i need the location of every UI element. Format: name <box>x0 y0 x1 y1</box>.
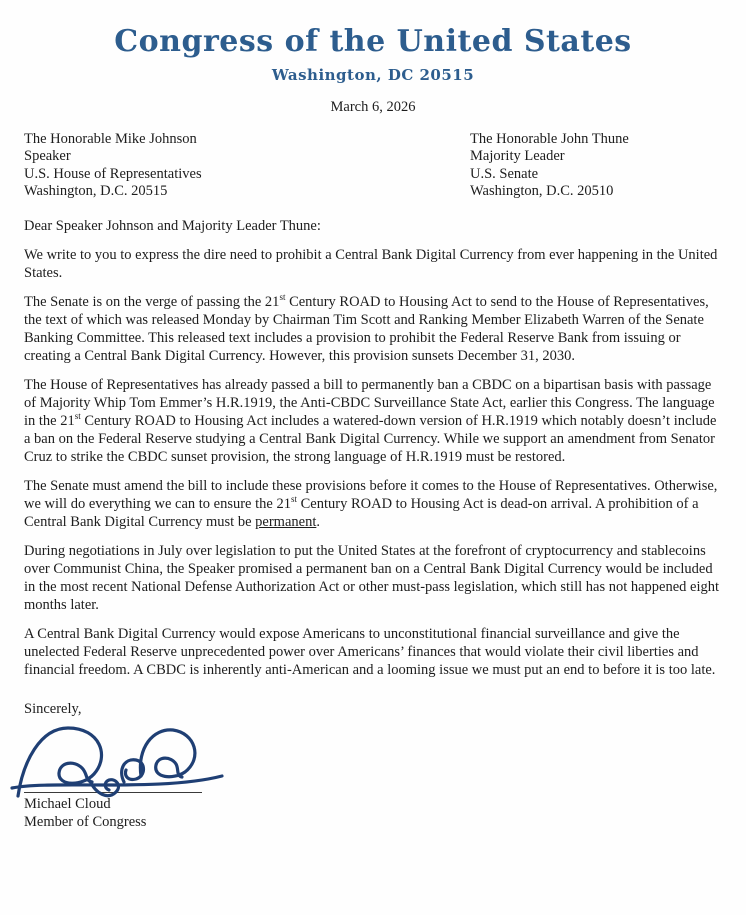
letterhead-title: Congress of the United States <box>114 24 632 59</box>
signer-name: Michael Cloud <box>24 795 111 812</box>
recipient-line: Majority Leader <box>470 148 565 164</box>
recipient-majority-leader <box>470 131 722 201</box>
letter-date: March 6, 2026 <box>330 98 416 115</box>
recipient-line: U.S. Senate <box>470 165 539 182</box>
recipient-line: Washington, D.C. 20515 <box>24 183 168 199</box>
recipients <box>24 131 722 201</box>
letterhead-address: Washington, DC 20515 <box>271 65 475 84</box>
salutation: Dear Speaker Johnson and Majority Leader Thune: <box>24 217 321 234</box>
body-paragraph: The House of Representatives has already passed a bill to permanently ban a CBDC on a bipartisan basis with passage of Majority Whip Tom Emmer’s H.R.1919, the Anti-CBDC Surveillance State Act, earlier this Congress. The language in the 21st Century ROAD to Housing Act includes a watered-down version of H.R.1919 which notably doesn’t include a ban on the Federal Reserve studying a Central Bank Digital Currency. While we support an amendment from Senator Cruz to strike the CBDC sunset provision, the strong language of H.R.1919 must be restored. <box>24 376 717 465</box>
letterhead <box>24 26 722 84</box>
recipient-line: U.S. House of Representatives <box>24 165 202 182</box>
signer-title: Member of Congress <box>24 813 147 830</box>
recipient-speaker <box>24 131 202 201</box>
signature-block <box>24 720 254 831</box>
recipient-line: Speaker <box>24 148 71 164</box>
body-paragraph: The Senate is on the verge of passing the 21st Century ROAD to Housing Act to send to the House of Representatives, the text of which was released Monday by Chairman Tim Scott and Ranking Member Elizabeth Warren of the Senate Banking Committee. This released text includes a provision to prohibit the Federal Reserve Bank from issuing or creating a Central Bank Digital Currency. However, this provision sunsets December 31, 2030. <box>24 291 709 364</box>
recipient-line: Washington, D.C. 20510 <box>470 183 614 199</box>
body-paragraph: During negotiations in July over legislation to put the United States at the forefront of cryptocurrency and stablecoins over Communist China, the Speaker promised a permanent ban on a Central Bank Digital Currency would be included in the most recent National Defense Authorization Act or other must-pass legislation, which still has not happened eight months later. <box>24 542 720 613</box>
recipient-line: The Honorable Mike Johnson <box>24 130 197 147</box>
body-paragraph: A Central Bank Digital Currency would expose Americans to unconstitutional financial surveillance and give the unelected Federal Reserve unprecedented power over Americans’ finances that would violate their civil liberties and financial freedom. A CBDC is inherently anti-American and a looming issue we must put an end to before it is too late. <box>24 625 716 678</box>
handwritten-signature-icon <box>10 720 226 804</box>
letter-body <box>24 246 722 679</box>
body-paragraph: The Senate must amend the bill to include these provisions before it comes to the House of Representatives. Otherwise, we will do everything we can to ensure the 21st Century ROAD to Housing Act is dead-on arrival. A prohibition of a Central Bank Digital Currency must be permanent. <box>24 477 718 530</box>
body-paragraph: We write to you to express the dire need to prohibit a Central Bank Digital Currency from ever happening in the United States. <box>24 246 718 281</box>
recipient-line: The Honorable John Thune <box>470 130 629 147</box>
closing: Sincerely, <box>24 700 82 717</box>
